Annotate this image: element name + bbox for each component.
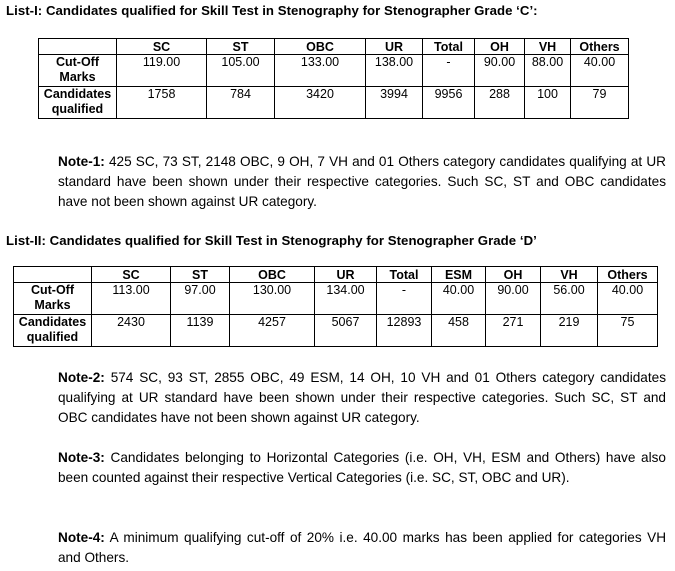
list-2-corner-cell	[14, 267, 92, 283]
cell-value: 100	[525, 87, 571, 119]
row-label-candidates-qualified: Candidates qualified	[39, 87, 117, 119]
cell-value: 88.00	[525, 55, 571, 87]
cell-value: 3994	[366, 87, 423, 119]
list-1-header-row	[39, 39, 629, 55]
table-row	[39, 55, 629, 87]
note-4	[58, 528, 666, 568]
list-2-header-row	[14, 267, 658, 283]
cell-value: 75	[598, 315, 658, 347]
cell-value: 40.00	[598, 283, 658, 315]
row-label-candidates-qualified: Candidates qualified	[14, 315, 92, 347]
cell-value: 138.00	[366, 55, 423, 87]
column-header-sc: SC	[117, 39, 207, 55]
column-header-vh: VH	[525, 39, 571, 55]
list-1-table	[38, 38, 629, 119]
cell-value: 12893	[377, 315, 432, 347]
column-header-oh: OH	[486, 267, 541, 283]
cell-value: 40.00	[571, 55, 629, 87]
column-header-sc: SC	[92, 267, 171, 283]
column-header-ur: UR	[315, 267, 377, 283]
note-3	[58, 448, 666, 488]
cell-value: 4257	[230, 315, 315, 347]
cell-value: 271	[486, 315, 541, 347]
cell-value: 5067	[315, 315, 377, 347]
column-header-others: Others	[598, 267, 658, 283]
table-row	[14, 315, 658, 347]
cell-value: 105.00	[207, 55, 275, 87]
column-header-total: Total	[377, 267, 432, 283]
cell-value: 134.00	[315, 283, 377, 315]
cell-value: 79	[571, 87, 629, 119]
cell-value: 1758	[117, 87, 207, 119]
note-label: Note-3:	[58, 450, 105, 465]
note-text: Candidates belonging to Horizontal Categories (i.e. OH, VH, ESM and Others) have also been counted against their respective Vertical Categories (i.e. SC, ST, OBC and UR).	[58, 450, 666, 485]
column-header-st: ST	[171, 267, 230, 283]
note-text: A minimum qualifying cut-off of 20% i.e. 40.00 marks has been applied for categories VH and Others.	[58, 530, 667, 565]
cell-value: 2430	[92, 315, 171, 347]
list-2-heading: List-II: Candidates qualified for Skill Test in Stenography for Stenographer Grade ‘D’	[6, 233, 537, 248]
cell-value: 119.00	[117, 55, 207, 87]
note-label: Note-4:	[58, 530, 105, 545]
column-header-st: ST	[207, 39, 275, 55]
cell-value: -	[423, 55, 475, 87]
column-header-obc: OBC	[230, 267, 315, 283]
column-header-vh: VH	[541, 267, 598, 283]
cell-value: 133.00	[275, 55, 366, 87]
cell-value: 130.00	[230, 283, 315, 315]
cell-value: 56.00	[541, 283, 598, 315]
column-header-esm: ESM	[432, 267, 486, 283]
cell-value: 1139	[171, 315, 230, 347]
cell-value: 113.00	[92, 283, 171, 315]
cell-value: 9956	[423, 87, 475, 119]
column-header-obc: OBC	[275, 39, 366, 55]
note-text: 425 SC, 73 ST, 2148 OBC, 9 OH, 7 VH and 01 Others category candidates qualifying at UR standard have been shown under their respective categories. Such SC, ST and OBC candidates have not been shown against UR category.	[58, 154, 666, 209]
row-label-cutoff-marks: Cut-Off Marks	[39, 55, 117, 87]
list-1-corner-cell	[39, 39, 117, 55]
cell-value: 784	[207, 87, 275, 119]
cell-value: 288	[475, 87, 525, 119]
cell-value: 219	[541, 315, 598, 347]
column-header-total: Total	[423, 39, 475, 55]
column-header-ur: UR	[366, 39, 423, 55]
cell-value: 3420	[275, 87, 366, 119]
cell-value: -	[377, 283, 432, 315]
list-1-heading: List-I: Candidates qualified for Skill Test in Stenography for Stenographer Grade ‘C’:	[6, 3, 538, 18]
row-label-cutoff-marks: Cut-Off Marks	[14, 283, 92, 315]
cell-value: 90.00	[475, 55, 525, 87]
column-header-others: Others	[571, 39, 629, 55]
cell-value: 90.00	[486, 283, 541, 315]
note-label: Note-2:	[58, 370, 105, 385]
table-row	[39, 87, 629, 119]
cell-value: 458	[432, 315, 486, 347]
cell-value: 40.00	[432, 283, 486, 315]
list-2-table	[13, 266, 658, 347]
column-header-oh: OH	[475, 39, 525, 55]
note-1	[58, 152, 666, 212]
note-text: 574 SC, 93 ST, 2855 OBC, 49 ESM, 14 OH, 10 VH and 01 Others category candidates qualifying at UR standard have been shown under their respective categories. Such SC, ST and OBC candidates have not been shown against UR category.	[58, 370, 667, 425]
cell-value: 97.00	[171, 283, 230, 315]
note-2	[58, 368, 666, 428]
note-label: Note-1:	[58, 154, 105, 169]
table-row	[14, 283, 658, 315]
